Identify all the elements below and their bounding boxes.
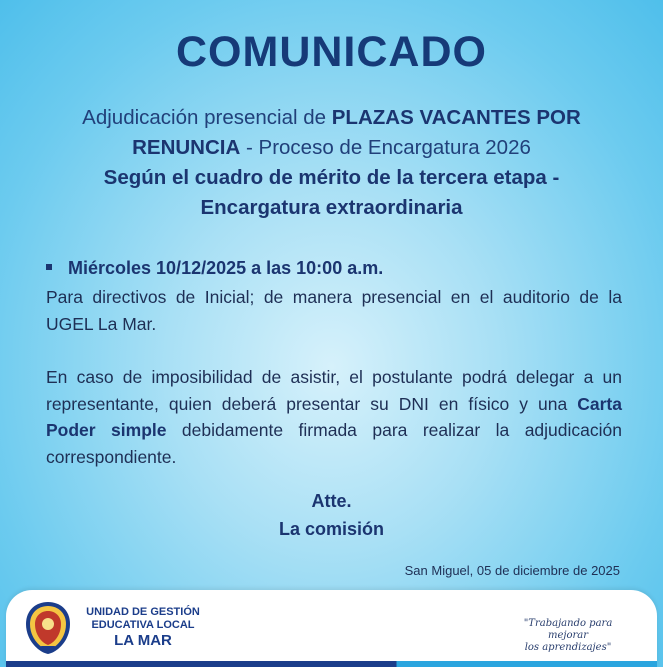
- organization-name: [78, 606, 208, 650]
- notice-text-bold: Carta Poder simple: [46, 393, 622, 440]
- subtitle-line-1-text: Adjudicación presencial de: [82, 106, 332, 129]
- subtitle-line-4: [30, 193, 633, 223]
- subtitle-line-2: [30, 133, 633, 163]
- subtitle-line-4-bold: Encargatura extraordinaria: [200, 196, 463, 219]
- slogan-line-1: "Trabajando para mejorar: [523, 618, 613, 641]
- schedule-paragraph: Para directivos de Inicial; de manera presencial en el auditorio de la UGEL La Mar.: [46, 287, 622, 334]
- subtitle-line-3-bold: Según el cuadro de mérito de la tercera etapa -: [103, 166, 560, 189]
- org-line-2: EDUCATIVA LOCAL: [91, 619, 195, 631]
- subtitle-line-2-bold: RENUNCIA: [132, 136, 241, 159]
- signature-block: [0, 487, 663, 543]
- schedule-datetime: Miércoles 10/12/2025 a las 10:00 a.m.: [68, 258, 384, 278]
- page-title: COMUNICADO: [176, 28, 487, 76]
- footer-color-stripe: [6, 661, 657, 667]
- notice-text-pre: En caso de imposibilidad de asistir, el postulante podrá delegar a un representante, quien deberá presentar su DNI en físico y una: [46, 367, 622, 414]
- slogan: [503, 618, 633, 654]
- notice-paragraph: [46, 364, 622, 470]
- date-line: San Miguel, 05 de diciembre de 2025: [404, 563, 620, 578]
- org-line-1: UNIDAD DE GESTIÓN: [86, 606, 200, 618]
- signature-closing: Atte.: [311, 491, 352, 511]
- subtitle-line-1: [30, 103, 633, 133]
- subtitle-line-3: [30, 163, 633, 193]
- schedule-bullet: [46, 258, 626, 279]
- signature-signer: La comisión: [278, 519, 385, 539]
- slogan-line-2: los aprendizajes": [524, 642, 612, 653]
- subtitle-line-1-bold: PLAZAS VACANTES POR: [331, 106, 581, 129]
- square-bullet-icon: [46, 264, 52, 270]
- ugel-seal-icon: [24, 600, 72, 656]
- subtitle-block: [30, 103, 633, 223]
- subtitle-line-2-text: - Proceso de Encargatura 2026: [240, 136, 531, 159]
- notice-text-post: debidamente firmada para realizar la adjudicación correspondiente.: [46, 420, 622, 467]
- footer-bar: [6, 590, 657, 667]
- org-line-3: LA MAR: [114, 632, 172, 649]
